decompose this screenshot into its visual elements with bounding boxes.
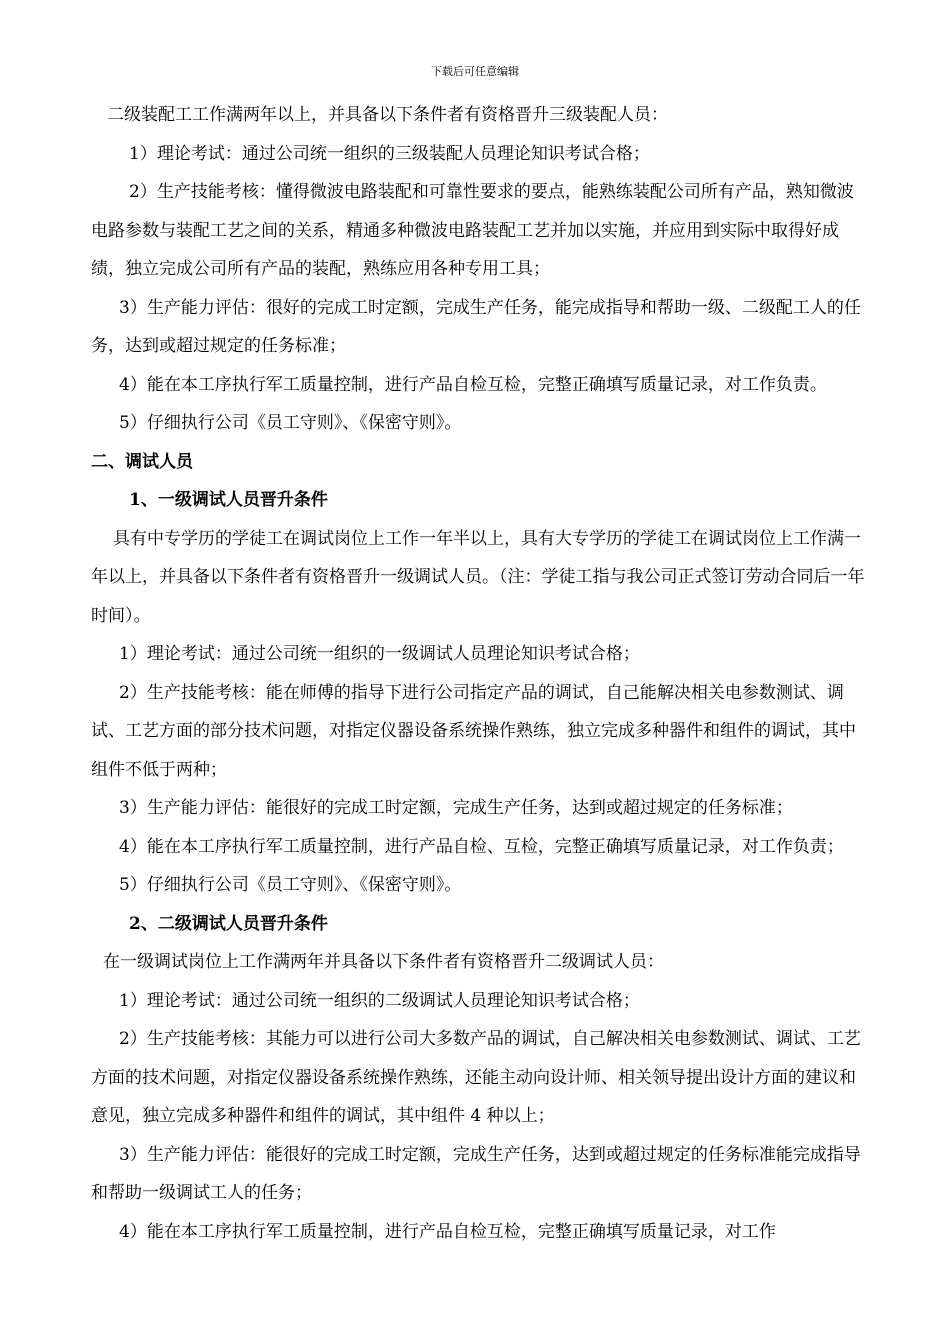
paragraph-item: 2）生产技能考核：懂得微波电路装配和可靠性要求的要点，能熟练装配公司所有产品，熟知微波电路参数与装配工艺之间的关系，精通多种微波电路装配工艺并加以实施，并应用到实际中取得好成绩，独立完成公司所有产品的装配，熟练应用各种专用工具； <box>91 182 854 279</box>
paragraph-intro-level1-debug: 具有中专学历的学徒工在调试岗位上工作一年半以上，具有大专学历的学徒工在调试岗位上工作满一年以上，并具备以下条件者有资格晋升一级调试人员。（注：学徒工指与我公司正式签订劳动合同后一年时间）。 <box>91 528 865 626</box>
paragraph-item: 4）能在本工序执行军工质量控制，进行产品自检互检，完整正确填写质量记录，对工作 <box>119 1221 776 1242</box>
paragraph-item: 1）理论考试：通过公司统一组织的二级调试人员理论知识考试合格； <box>119 990 640 1011</box>
subsection-heading: 2、二级调试人员晋升条件 <box>129 913 328 934</box>
document-body <box>91 96 867 1251</box>
paragraph-item: 5）仔细执行公司《员工守则》、《保密守则》。 <box>119 413 462 433</box>
paragraph-item: 4）能在本工序执行军工质量控制，进行产品自检互检，完整正确填写质量记录，对工作负责。 <box>119 374 827 395</box>
paragraph-item: 1）理论考试：通过公司统一组织的三级装配人员理论知识考试合格； <box>129 143 650 164</box>
paragraph-item: 4）能在本工序执行军工质量控制，进行产品自检、互检，完整正确填写质量记录，对工作负责； <box>119 836 844 857</box>
subsection-heading: 1、一级调试人员晋升条件 <box>129 490 328 510</box>
paragraph-intro-level3-assembly: 二级装配工工作满两年以上，并具备以下条件者有资格晋升三级装配人员： <box>107 105 668 125</box>
paragraph-intro-level2-debug: 在一级调试岗位上工作满两年并具备以下条件者有资格晋升二级调试人员： <box>103 952 664 972</box>
page-header: 下载后可任意编辑 <box>431 65 519 78</box>
paragraph-item: 1）理论考试：通过公司统一组织的一级调试人员理论知识考试合格； <box>119 644 640 664</box>
paragraph-item: 3）生产能力评估：很好的完成工时定额，完成生产任务，能完成指导和帮助一级、二级配工人的任务，达到或超过规定的任务标准； <box>91 297 861 356</box>
paragraph-item: 3）生产能力评估：能很好的完成工时定额，完成生产任务，达到或超过规定的任务标准能完成指导和帮助一级调试工人的任务； <box>91 1144 861 1203</box>
paragraph-item: 2）生产技能考核：能在师傅的指导下进行公司指定产品的调试，自己能解决相关电参数测试、调试、工艺方面的部分技术问题，对指定仪器设备系统操作熟练，独立完成多种器件和组件的调试，其中组件不低于两种； <box>91 682 856 780</box>
paragraph-item: 2）生产技能考核：其能力可以进行公司大多数产品的调试，自己解决相关电参数测试、调试、工艺方面的技术问题，对指定仪器设备系统操作熟练，还能主动向设计师、相关领导提出设计方面的建议和意见，独立完成多种器件和组件的调试，其中组件 4 种以上； <box>91 1029 861 1126</box>
paragraph-item: 3）生产能力评估：能很好的完成工时定额，完成生产任务，达到或超过规定的任务标准； <box>119 798 793 818</box>
paragraph-item: 5）仔细执行公司《员工守则》、《保密守则》。 <box>119 875 462 895</box>
section-heading: 二、调试人员 <box>91 451 193 472</box>
